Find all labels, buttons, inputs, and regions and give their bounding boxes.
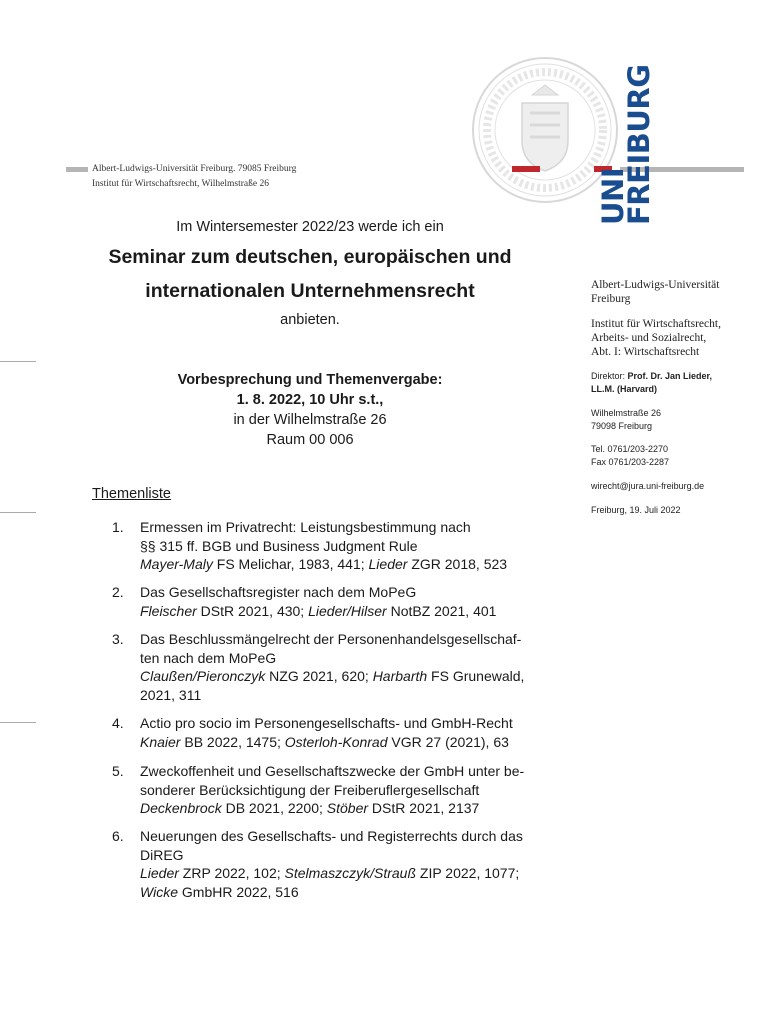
sidebar-uni-line-1: Albert-Ludwigs-Universität xyxy=(591,279,720,291)
topic-list-heading: Themenliste xyxy=(92,486,171,502)
ref-author: Lieder/Hilser xyxy=(308,602,387,619)
director-label: Direktor: xyxy=(591,371,628,381)
ref-author: Lieder xyxy=(368,556,408,572)
sidebar-date: Freiburg, 19. Juli 2022 xyxy=(591,505,681,515)
sidebar-email[interactable]: wirecht@jura.uni-freiburg.de xyxy=(591,481,705,491)
ref-author: Deckenbrock xyxy=(140,800,222,816)
sidebar-uni-line-2: Freiburg xyxy=(591,293,631,305)
topic-title-line: §§ 315 ff. BGB und Business Judgment Rule xyxy=(140,537,418,554)
topic-item-5 xyxy=(112,762,532,818)
meeting-room: Raum 00 006 xyxy=(266,432,354,448)
ref-source: GmbHR 2022, 516 xyxy=(178,883,299,900)
topic-number: 2. xyxy=(112,584,124,600)
topic-number: 5. xyxy=(112,763,124,779)
title-line-2: internationalen Unternehmensrecht xyxy=(145,280,475,302)
topic-title-line: sonderer Berücksichtigung der Freiberuflergesellschaft xyxy=(140,781,480,798)
ref-author: Lieder xyxy=(140,865,179,881)
topic-references xyxy=(140,602,532,621)
sidebar-inst-line-1: Institut für Wirtschaftsrecht, xyxy=(591,318,721,330)
topic-references xyxy=(140,667,532,686)
logo-line-freiburg: FREIBURG xyxy=(622,64,656,225)
sidebar-city: 79098 Freiburg xyxy=(591,420,653,431)
topic-item-6 xyxy=(112,827,532,901)
ref-author: Mayer-Maly xyxy=(140,556,213,572)
ref-author: Osterloh-Konrad xyxy=(284,733,388,750)
punch-mark xyxy=(0,512,36,513)
topic-title-line: Das Beschlussmängelrecht der Personenhandelsgesellschaf- xyxy=(140,631,522,647)
ref-source: VGR 27 (2021), 63 xyxy=(387,733,509,750)
topic-references-cont xyxy=(140,883,532,902)
ref-source: NZG 2021, 620; xyxy=(265,668,373,684)
ref-author: Stelmaszczyk/Strauß xyxy=(284,865,416,881)
fold-mark-bottom xyxy=(0,722,36,723)
title-line-1: Seminar zum deutschen, europäischen und xyxy=(108,246,512,268)
sidebar-street: Wilhelmstraße 26 xyxy=(591,408,662,418)
sidebar-inst-line-3: Abt. I: Wirtschaftsrecht xyxy=(591,346,700,358)
offer-text: anbieten. xyxy=(280,312,340,328)
ref-source: ZRP 2022, 102; xyxy=(178,865,285,881)
ref-author: Wicke xyxy=(140,883,178,900)
director-degree: LL.M. (Harvard) xyxy=(591,383,658,394)
sender-line-2: Institut für Wirtschaftsrecht, Wilhelmstraße 26 xyxy=(92,179,269,189)
meeting-place: in der Wilhelmstraße 26 xyxy=(233,412,387,428)
ref-author: Fleischer xyxy=(140,602,197,619)
director-name: Prof. Dr. Jan Lieder, xyxy=(627,371,713,381)
sidebar-university xyxy=(591,278,761,306)
logo-bar-red xyxy=(512,166,540,172)
meeting-date: 1. 8. 2022, 10 Uhr s.t., xyxy=(236,392,384,408)
ref-source: BB 2022, 1475; xyxy=(180,733,285,750)
topic-item-2 xyxy=(112,583,532,620)
ref-source: FS Grunewald, xyxy=(427,668,525,684)
topic-item-3 xyxy=(112,630,532,704)
uni-freiburg-logo xyxy=(596,64,656,225)
sidebar-institute xyxy=(591,317,761,359)
topic-title-line: Das Gesellschaftsregister nach dem MoPeG xyxy=(140,584,417,600)
ref-source: DStR 2021, 2137 xyxy=(368,800,480,816)
topic-title-line: ten nach dem MoPeG xyxy=(140,649,277,666)
topic-title-line: Neuerungen des Gesellschafts- und Registerrechts durch das xyxy=(140,828,523,844)
intro-text: Im Wintersemester 2022/23 werde ich ein xyxy=(176,219,444,235)
sidebar-phone xyxy=(591,443,761,468)
topic-number: 6. xyxy=(112,828,124,844)
topic-title-line: DiREG xyxy=(140,846,184,863)
topic-references-cont: 2021, 311 xyxy=(140,686,202,703)
topic-title-line: Actio pro socio im Personengesellschafts- und GmbH-Recht xyxy=(140,715,513,731)
ref-source: FS Melichar, 1983, 441; xyxy=(212,556,369,572)
meeting-heading: Vorbesprechung und Themenvergabe: xyxy=(177,372,443,388)
topic-number: 3. xyxy=(112,631,124,647)
topic-number: 1. xyxy=(112,519,124,535)
sidebar-address xyxy=(591,407,761,432)
topic-number: 4. xyxy=(112,715,124,731)
ref-source: DStR 2021, 430; xyxy=(196,602,309,619)
ref-source: NotBZ 2021, 401 xyxy=(386,602,497,619)
logo-line-uni: UNI xyxy=(596,167,630,225)
sidebar-inst-line-2: Arbeits- und Sozialrecht, xyxy=(591,332,707,344)
topic-references xyxy=(140,799,532,818)
ref-author: Stöber xyxy=(326,800,369,816)
fold-mark-top xyxy=(0,361,36,362)
logo-bar-grey-left xyxy=(66,167,88,172)
ref-author: Knaier xyxy=(140,733,181,750)
ref-author: Harbarth xyxy=(372,668,428,684)
sender-line-1: Albert-Ludwigs-Universität Freiburg. 79085 Freiburg xyxy=(92,164,297,174)
sidebar-fax: Fax 0761/203-2287 xyxy=(591,456,670,467)
topic-title-line: Ermessen im Privatrecht: Leistungsbestimmung nach xyxy=(140,519,471,535)
ref-source: ZIP 2022, 1077; xyxy=(416,865,520,881)
topic-item-1 xyxy=(112,518,532,574)
topic-title-line: Zweckoffenheit und Gesellschaftszwecke der GmbH unter be- xyxy=(140,763,525,779)
sidebar-director xyxy=(591,370,761,395)
ref-source: ZGR 2018, 523 xyxy=(407,556,508,572)
sidebar-tel: Tel. 0761/203-2270 xyxy=(591,444,669,454)
ref-author: Claußen/Pieronczyk xyxy=(140,668,266,684)
topic-references xyxy=(140,555,532,574)
topic-item-4 xyxy=(112,714,532,751)
topic-references xyxy=(140,733,532,752)
topic-references xyxy=(140,864,532,883)
ref-source: DB 2021, 2200; xyxy=(221,800,327,816)
